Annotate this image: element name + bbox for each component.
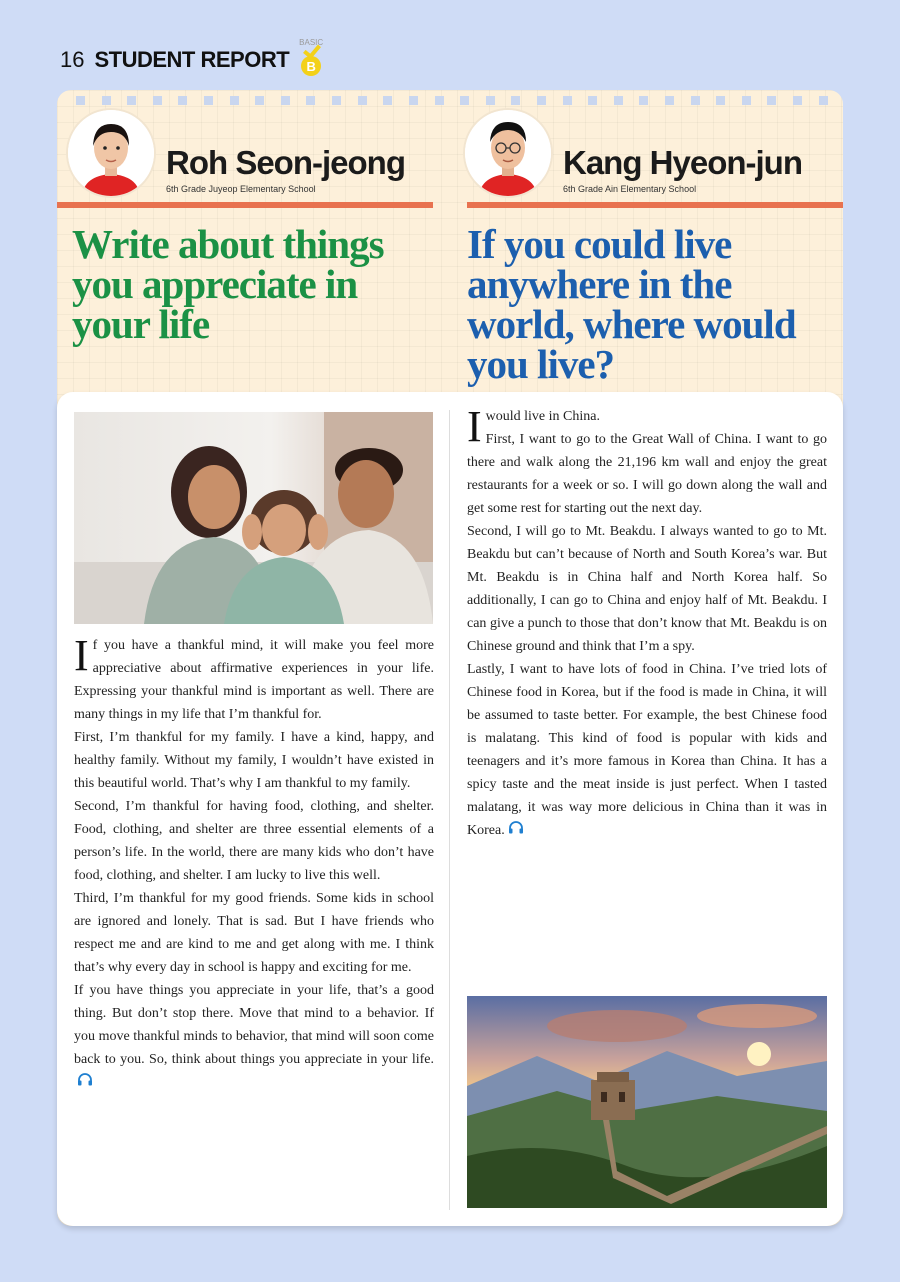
great-wall-photo — [467, 996, 827, 1208]
family-photo — [74, 412, 433, 624]
author-name: Roh Seon-jeong — [166, 144, 405, 181]
column-divider — [449, 410, 450, 1210]
author-name: Kang Hyeon-jun — [563, 144, 802, 181]
author-school: 6th Grade Juyeop Elementary School — [166, 184, 316, 194]
rule-left — [57, 202, 433, 208]
drop-cap: I — [74, 631, 89, 680]
headphones-icon[interactable] — [508, 819, 524, 842]
paragraph: Second, I’m thankful for having food, clothing, and shelter. Food, clothing, and shelter are three essential elements of a person’s life. In the world, there are many kids who don’t have food, clothing, and shelter. I am lucky to live this well. — [74, 799, 434, 883]
article-left — [74, 631, 434, 1094]
author-school: 6th Grade Ain Elementary School — [563, 184, 697, 194]
decorative-dots — [76, 96, 828, 106]
paragraph: First, I’m thankful for my family. I have a kind, happy, and healthy family. Without my family, I wouldn’t have existed in this beautiful world. That’s why I am thankful to my family. — [74, 730, 434, 791]
badge-letter: B — [301, 56, 321, 76]
paragraph: Lastly, I want to have lots of food in China. I’ve tried lots of Chinese food in Korea, but if the food is made in China, it will be assumed to taste better. For example, the best Chinese food is malatang. This kind of food is popular with kids and teenagers and it’s more famous in Korea than China. It has a spicy taste and the meat inside is just perfect. When I tasted malatang, it was way more delicious in China than it was in Korea. — [467, 662, 827, 838]
prompt-left: Write about things you appreciate in your life — [72, 221, 384, 347]
avatar — [68, 110, 154, 196]
headphones-icon[interactable] — [77, 1071, 93, 1094]
article-right — [467, 402, 827, 842]
author-right — [465, 110, 835, 206]
rule-right — [467, 202, 843, 208]
drop-cap: I — [467, 402, 482, 451]
avatar — [465, 110, 551, 196]
paragraph: Second, I will go to Mt. Beakdu. I always wanted to go to Mt. Beakdu but can’t because of North and South Korea’s war. But Mt. Beakdu is in China half and North Korea half. So additionally, I can go to China and enjoy half of Mt. Beakdu. I can give a punch to those that don’t know that Mt. Beakdu is on Chinese ground and think that I’m a spy. — [467, 524, 827, 654]
section-title: STUDENT REPORT — [94, 47, 290, 72]
prompt-right: If you could live anywhere in the world, where would you live? — [467, 221, 796, 387]
paragraph: First, I want to go to the Great Wall of China. I want to go there and walk along the 21,196 km wall and enjoy the great restaurants for a week or so. I will go down along the wall and get some rest for starting out the next day. — [467, 432, 827, 516]
paragraph: f you have a thankful mind, it will make you feel more appreciative about affirmative experiences in your life. Expressing your thankful mind is important as well. There are many things in my life that I’m thankful for. — [74, 638, 434, 722]
level-badge — [297, 38, 325, 76]
paragraph: would live in China. — [485, 409, 600, 424]
page-header — [60, 38, 325, 76]
author-left — [68, 110, 438, 206]
badge-level-text: BASIC — [299, 38, 324, 47]
page-number: 16 — [60, 47, 85, 72]
paragraph: If you have things you appreciate in your life, that’s a good thing. But don’t stop there. Move that mind to a behavior. If you move thankful minds to behavior, that mind will soon come back to you. So, think about things you appreciate in your life. — [74, 983, 434, 1067]
paragraph: Third, I’m thankful for my good friends. Some kids in school are ignored and lonely. That is sad. But I have friends who respect me and are kind to me and get along with me. I think that’s why every day in school is happy and exciting for me. — [74, 891, 434, 975]
